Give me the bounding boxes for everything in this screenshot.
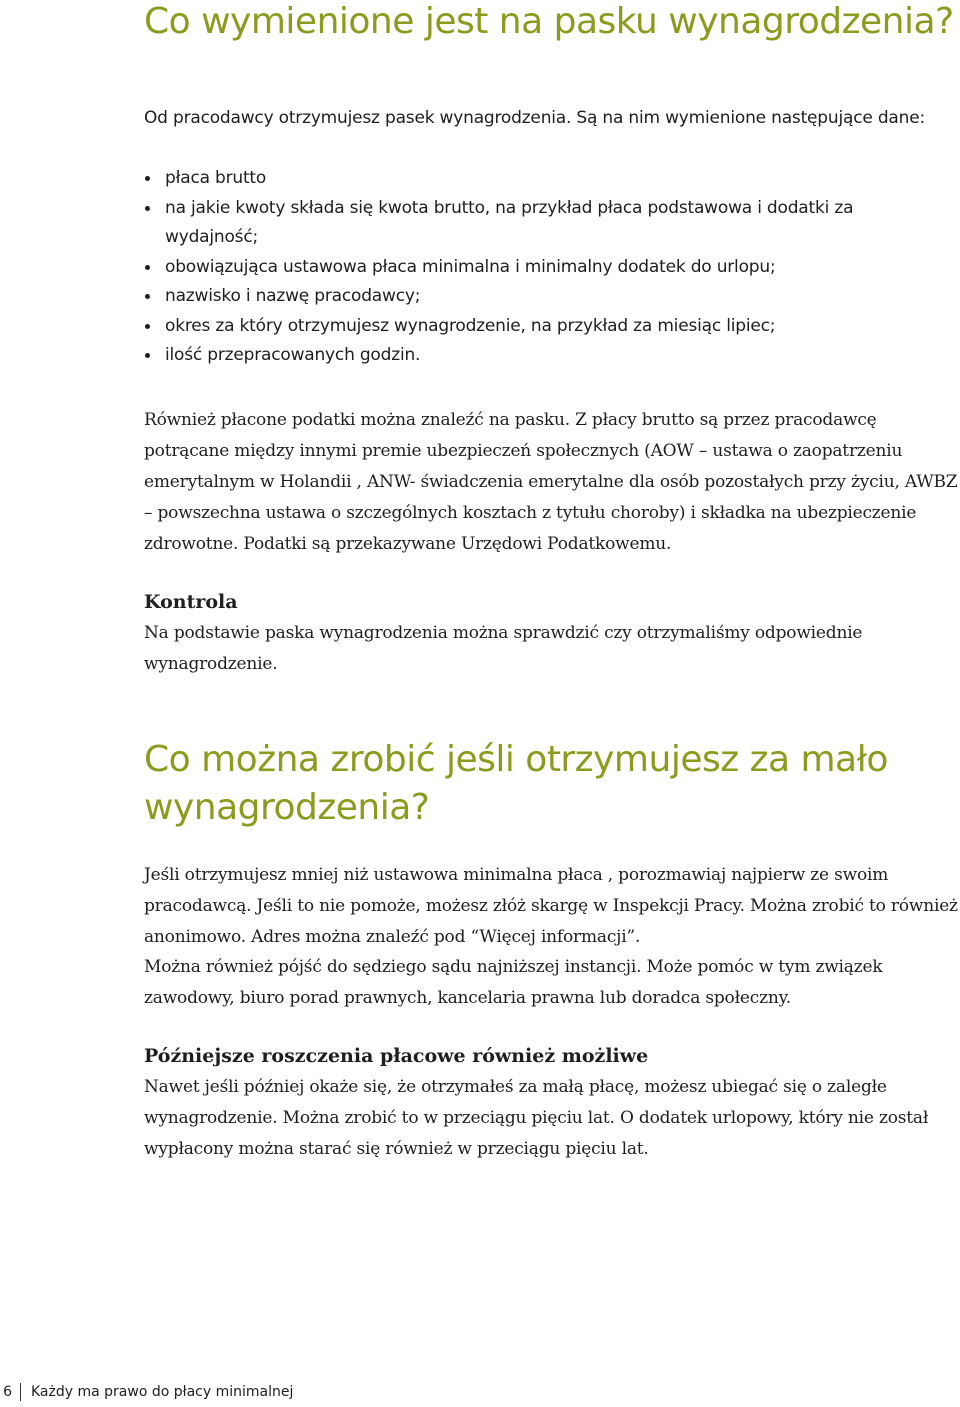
list-item	[144, 253, 924, 283]
page-number: 6	[3, 1384, 12, 1400]
list-item	[144, 164, 924, 194]
bullet-icon	[145, 206, 150, 211]
control-paragraph: Na podstawie paska wynagrodzenia można sprawdzić czy otrzymaliśmy odpowiednie wynagrodzenie.	[144, 623, 863, 674]
bullet-icon	[145, 324, 150, 329]
list-item-text: na jakie kwoty składa się kwota brutto, na przykład płaca podstawowa i dodatki za wydajność;	[165, 197, 854, 247]
list-item	[144, 282, 924, 312]
footer-divider	[20, 1383, 21, 1401]
list-item-text: okres za który otrzymujesz wynagrodzenie, na przykład za miesiąc lipiec;	[165, 315, 776, 336]
list-item-text: płaca brutto	[165, 168, 267, 188]
court-paragraph: Można również pójść do sędziego sądu najniższej instancji. Może pomóc w tym związek zawodowy, biuro porad prawnych, kancelaria prawna lub doradca społeczny.	[144, 957, 883, 1008]
later-claims-paragraph: Nawet jeśli później okaże się, że otrzymałeś za małą płacę, możesz ubiegać się o zaległe wynagrodzenie. Można zrobić to w przeciągu pięciu lat. O dodatek urlopowy, który nie został wypłacony można starać się również w przeciągu pięciu lat.	[144, 1077, 929, 1159]
section-title-payslip: Co wymienione jest na pasku wynagrodzenia?	[144, 1, 954, 42]
bullet-icon	[145, 176, 150, 181]
bullet-icon	[145, 294, 150, 299]
list-item	[144, 312, 924, 342]
list-item-text: ilość przepracowanych godzin.	[165, 345, 421, 365]
section-title-underpayment: Co można zrobić jeśli otrzymujesz za mało wynagrodzenia?	[144, 739, 888, 828]
page-footer	[0, 1380, 293, 1404]
intro-paragraph: Od pracodawcy otrzymujesz pasek wynagrodzenia. Są na nim wymienione następujące dane:	[144, 108, 925, 128]
taxes-paragraph: Również płacone podatki można znaleźć na pasku. Z płacy brutto są przez pracodawcę potrącane między innymi premie ubezpieczeń społecznych (AOW – ustawa o zaopatrzeniu emerytalnym w Holandii , ANW- świadczenia emerytalne dla osób pozostałych przy życiu, AWBZ – powszechna ustawa o szczególnych kosztach z tytułu choroby) i składka na ubezpieczenie zdrowotne. Podatki są przekazywane Urzędowi Podatkowemu.	[144, 410, 958, 554]
bullet-icon	[145, 353, 150, 358]
payslip-items-list	[144, 164, 924, 371]
control-heading: Kontrola	[144, 591, 238, 613]
list-item-text: nazwisko i nazwę pracodawcy;	[165, 286, 421, 306]
list-item	[144, 341, 924, 371]
later-claims-heading: Późniejsze roszczenia płacowe również możliwe	[144, 1045, 649, 1067]
list-item-text: obowiązująca ustawowa płaca minimalna i minimalny dodatek do urlopu;	[165, 256, 776, 277]
list-item	[144, 194, 924, 253]
running-title: Każdy ma prawo do płacy minimalnej	[31, 1384, 294, 1400]
complaint-paragraph: Jeśli otrzymujesz mniej niż ustawowa minimalna płaca , porozmawiaj najpierw ze swoim pracodawcą. Jeśli to nie pomoże, możesz złóż skargę w Inspekcji Pracy. Można zrobić to również anonimowo. Adres można znaleźć pod “Więcej informacji”.	[144, 865, 958, 947]
bullet-icon	[145, 265, 150, 270]
